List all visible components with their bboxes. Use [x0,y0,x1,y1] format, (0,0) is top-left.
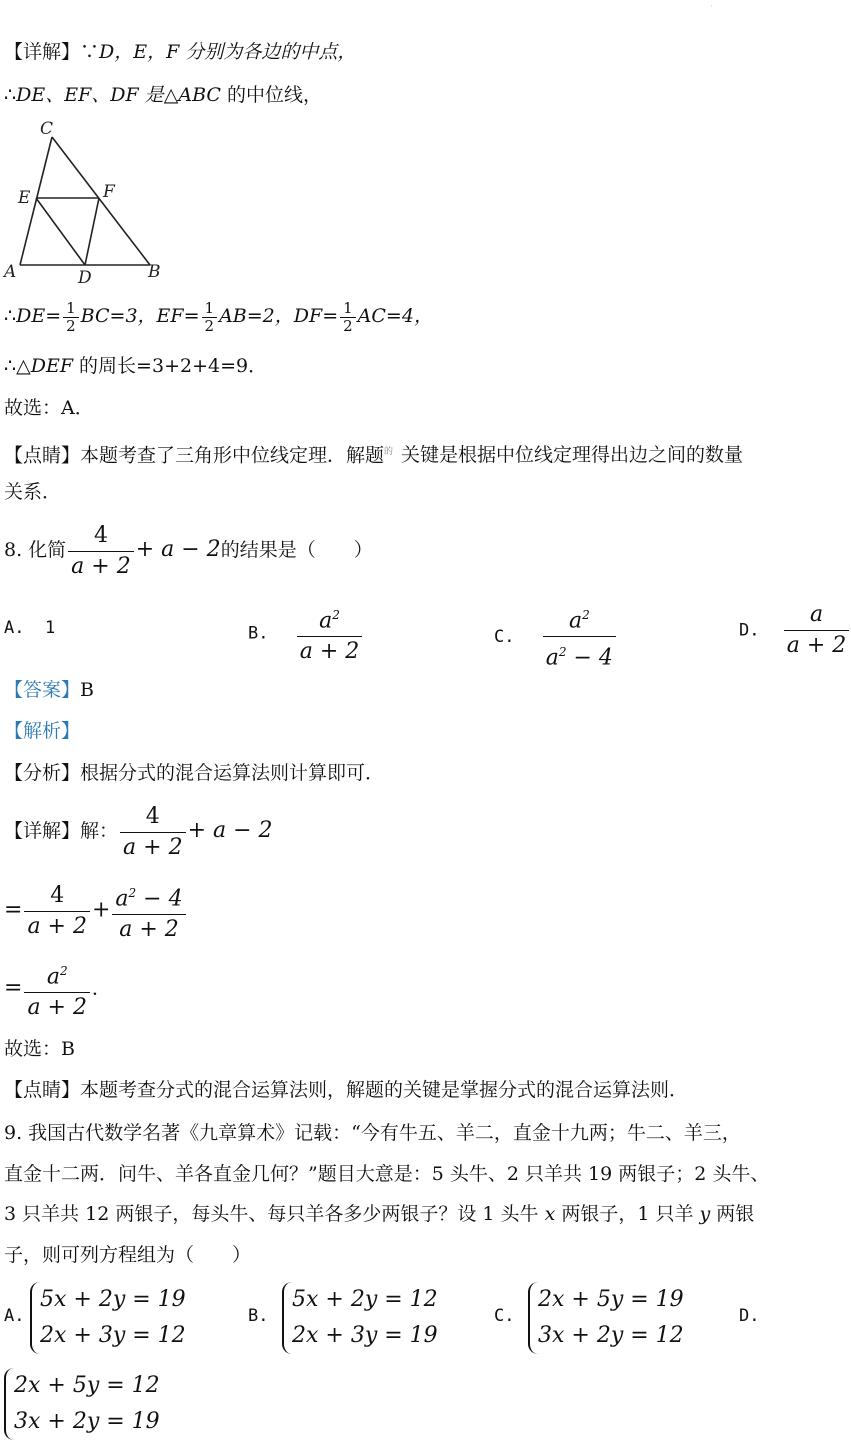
detail-line-2 [4,83,322,107]
midline-values [4,296,433,336]
note-tag: 【点睛】 [4,1079,81,1101]
faint-mark: 的 [384,447,394,457]
detail-line-1 [4,40,356,64]
question-8-prefix: 8. 化简 [4,539,67,561]
fenxi-text: 根据分式的混合运算法则计算即可． [80,762,385,784]
option-8a[interactable]: A. 1 [4,618,56,638]
df-label: DF= [293,305,339,327]
question-9-line-3: 3 只羊共 12 两银子，每头牛、每只羊各多少两银子？设 1 头牛 x 两银子，1 只羊 y 两银 [4,1203,755,1225]
triangle-figure [2,115,172,290]
midline-tail: 的中位线， [220,84,322,106]
segment-fd [85,198,99,265]
therefore-symbol: ∴ [4,84,17,106]
detail-8-line-2: = $\frac{4}{a + 2}$ + $\frac{a^2 - 4}{a + 2}$ [4,878,188,945]
detail-tag: 【详解】 [4,41,81,63]
variable-x: x [544,1203,556,1225]
scan-speck: · [710,2,713,11]
note-line-7 [4,440,743,467]
choice-line-7: 故选：A． [4,397,94,419]
option-9a-system[interactable]: 5x + 2y = 19 2x + 3y = 12 [30,1282,186,1354]
fraction-half-1: $\frac{1}{2}$ [63,300,79,335]
question-9-line-1: 9. 我国古代数学名著《九章算术》记载：“今有牛五、羊二，直金十九两；牛二、羊三， [4,1122,741,1144]
option-9a-label[interactable]: A. [4,1306,25,1326]
side-bc [52,137,150,265]
detail-tag: 【详解】 [4,820,81,842]
option-9c-system[interactable]: 2x + 5y = 19 3x + 2y = 12 [528,1282,684,1354]
midline-text: DE、EF、DF 是 [16,84,164,106]
option-8d[interactable]: D. $\frac{a}{a + 2}$ [739,600,851,661]
fenxi-tag: 【分析】 [4,762,81,784]
fenxi-line [4,761,384,785]
label-c: C [40,119,54,139]
note-text-2: 关键是根据中位线定理得出边之间的数量 [401,444,744,467]
triangle-name: ABC [178,84,221,106]
answer-tag: 【答案】 [4,679,81,701]
note-text: 本题考查了三角形中位线定理．解题 [80,444,385,467]
variable-y: y [699,1203,711,1225]
note-line-7b: 关系． [4,481,62,503]
note-tag: 【点睛】 [4,444,81,467]
triangle-symbol: △ [16,355,31,377]
perimeter-line [4,354,267,378]
label-f: F [103,182,115,202]
detail-prefix: 解： [80,820,119,842]
de-label: DE= [16,305,62,327]
df-value: AC=4， [357,305,433,327]
triangle-symbol: △ [163,84,179,106]
detail-8-line-3: = $\frac{a^2}{a + 2}$ ． [4,956,111,1023]
question-8 [4,520,373,582]
question-8-expr: + a − 2 [135,537,221,562]
de-value: BC=3， [80,305,157,327]
question-8-suffix: 的结果是（ ） [220,539,373,561]
answer-line [4,678,94,702]
detail-text: D，E，F 分别为各边的中点， [99,41,357,63]
analysis-tag: 【解析】 [4,720,81,742]
option-9d-label[interactable]: D. [739,1306,760,1326]
ef-label: EF= [156,305,200,327]
fraction-half-2: $\frac{1}{2}$ [202,300,218,335]
label-a: A [4,262,17,282]
label-b: B [148,262,161,282]
question-8-fraction: $\frac{4}{a + 2}$ [68,521,134,582]
option-8c[interactable]: C. $\frac{a^2}{a^2 - 4}$ [494,600,618,674]
choice-line-8: 故选：B [4,1038,75,1060]
option-9b-system[interactable]: 5x + 2y = 12 2x + 3y = 19 [282,1282,438,1354]
option-9d-system[interactable]: 2x + 5y = 12 3x + 2y = 19 [4,1368,160,1440]
therefore-symbol: ∴ [4,305,17,327]
perimeter-text: 的周长=3+2+4=9． [73,355,268,377]
label-d: D [78,268,92,288]
segment-ed [36,198,85,265]
therefore-symbol: ∴ [4,355,17,377]
question-9-line-4: 子，则可列方程组为（ ） [4,1244,252,1266]
question-9-line-2: 直金十二两．问牛、羊各直金几何？”题目大意是：5 头牛、2 只羊共 19 两银子；2 头牛、 [4,1163,770,1185]
ef-value: AB=2， [219,305,294,327]
note-line-8 [4,1078,688,1102]
answer-value: B [80,679,94,701]
option-9c-label[interactable]: C. [494,1306,515,1326]
fraction-half-3: $\frac{1}{2}$ [340,300,356,335]
option-8b[interactable]: B. $\frac{a^2}{a + 2}$ [248,600,364,667]
label-e: E [18,188,31,208]
triangle-name: DEF [30,355,74,377]
detail-8-line-1: 【详解】解： $\frac{4}{a + 2}$ + a − 2 [4,800,273,863]
option-9b-label[interactable]: B. [248,1306,269,1326]
note-text: 本题考查分式的混合运算法则，解题的关键是掌握分式的混合运算法则． [80,1079,689,1101]
because-symbol: ∵ [80,41,100,63]
